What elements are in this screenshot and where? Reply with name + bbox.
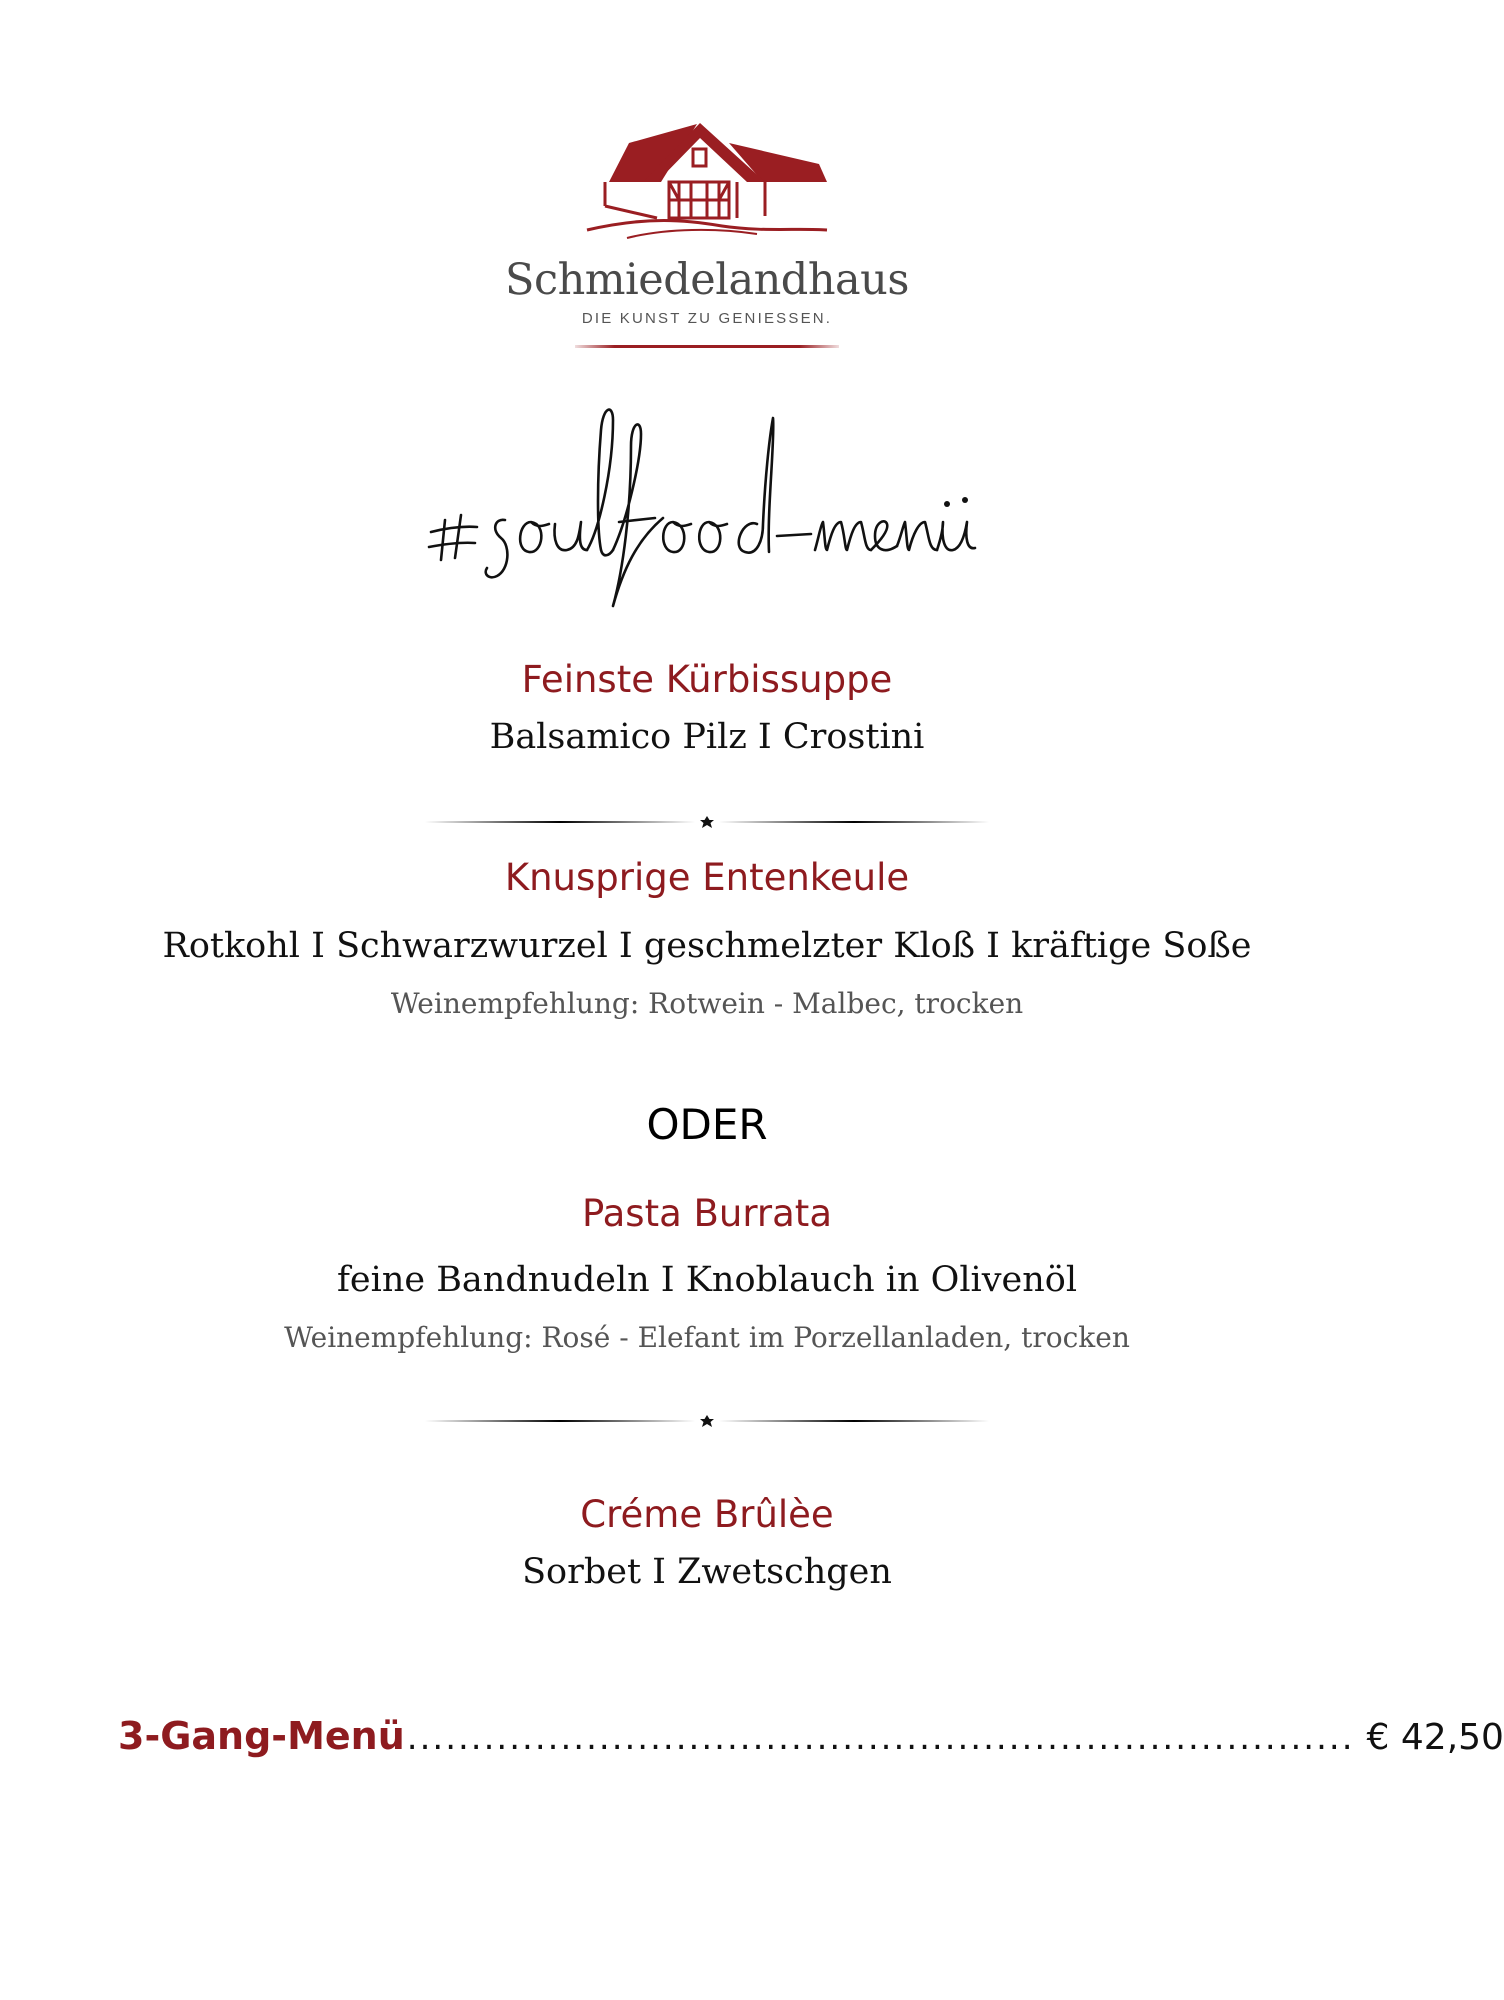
brand-tagline: DIE KUNST ZU GENIESSEN. — [581, 310, 833, 327]
course-2-title: Knusprige Entenkeule — [504, 856, 910, 899]
course-3-title: Pasta Burrata — [581, 1192, 832, 1235]
price-leader-dots: .......................................................................... — [406, 1718, 1355, 1758]
course-1-description: Balsamico Pilz I Crostini — [489, 717, 925, 757]
farmhouse-logo-icon — [587, 120, 827, 245]
course-1-title: Feinste Kürbissuppe — [521, 658, 893, 701]
course-2-wine: Weinempfehlung: Rotwein - Malbec, trocken — [390, 987, 1024, 1020]
course-4-title: Créme Brûlèe — [580, 1493, 834, 1536]
menu-title — [0, 400, 1414, 610]
oder-separator: ODER — [646, 1100, 768, 1149]
ornament-divider — [425, 1414, 989, 1428]
soulfood-menu-script-title — [427, 400, 987, 610]
brand-logo — [0, 120, 1414, 348]
ornament-divider — [425, 815, 989, 829]
course-3-wine: Weinempfehlung: Rosé - Elefant im Porzellanladen, trocken — [284, 1321, 1130, 1354]
price-row — [118, 1714, 1504, 1764]
course-3-description: feine Bandnudeln I Knoblauch in Olivenöl — [336, 1260, 1078, 1300]
price-label: 3-Gang-Menü — [118, 1714, 405, 1758]
brand-underline — [575, 345, 839, 348]
course-4-description: Sorbet I Zwetschgen — [522, 1552, 892, 1592]
price-value: € 42,50 — [1366, 1717, 1504, 1758]
course-2-description: Rotkohl I Schwarzwurzel I geschmelzter Kloß I kräftige Soße — [162, 926, 1252, 966]
brand-name: Schmiedelandhaus — [505, 255, 909, 305]
